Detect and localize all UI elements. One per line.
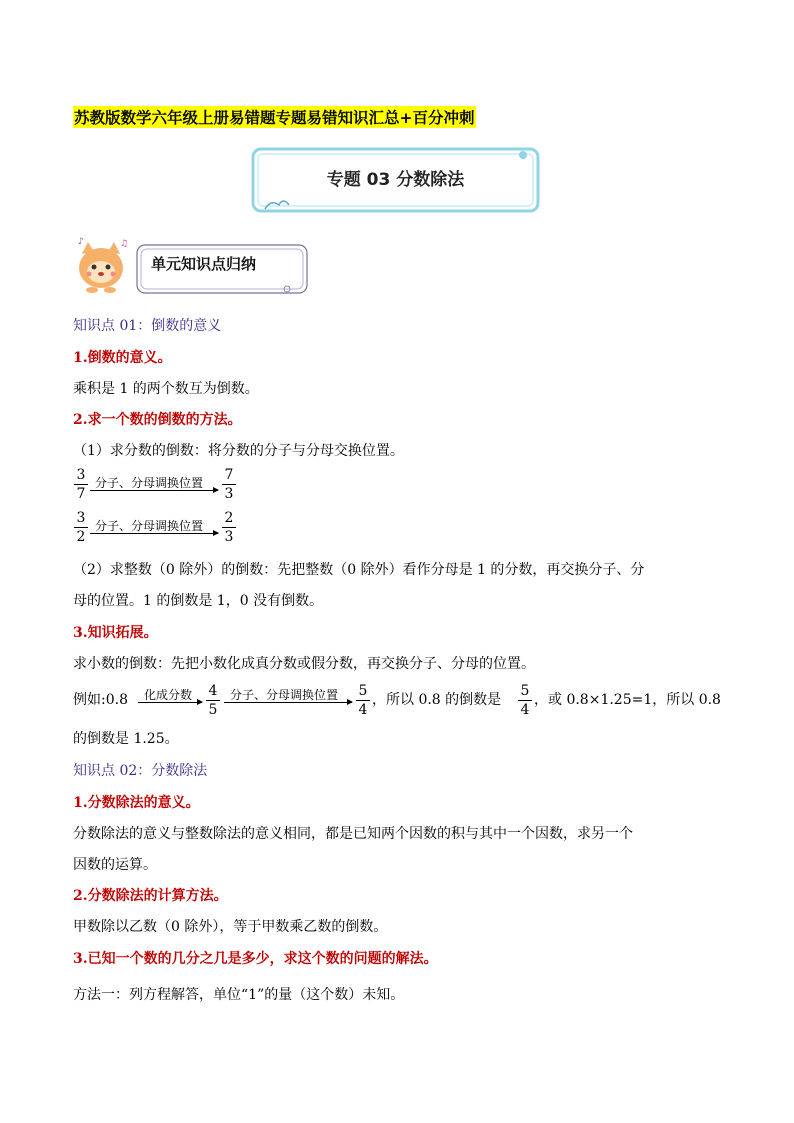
fraction-numerator: 4 bbox=[208, 683, 218, 699]
example3-line2: 的倒数是 1.25。 bbox=[73, 731, 179, 747]
fraction-bar bbox=[222, 484, 236, 485]
mascot-icon bbox=[70, 234, 132, 296]
fraction-bar bbox=[74, 484, 88, 485]
kp1-section2-item1: （1）求分数的倒数：将分数的分子与分母交换位置。 bbox=[73, 443, 404, 459]
kp1-section1-title: 1.倒数的意义。 bbox=[73, 350, 172, 366]
kp1-section2-title: 2.求一个数的倒数的方法。 bbox=[73, 412, 242, 428]
example3-middle-text: ，所以 0.8 的倒数是 bbox=[372, 692, 502, 708]
kp1-section2-item2-line2: 母的位置。1 的倒数是 1，0 没有倒数。 bbox=[73, 593, 324, 609]
kp1-heading: 知识点 01：倒数的意义 bbox=[73, 318, 222, 334]
kp1-section1-text: 乘积是 1 的两个数互为倒数。 bbox=[73, 381, 259, 397]
example1-arrow-label: 分子、分母调换位置 bbox=[95, 476, 204, 490]
fraction-denominator: 2 bbox=[76, 529, 86, 545]
fraction-bar bbox=[356, 700, 370, 701]
document-title: 苏教版数学六年级上册易错题专题易错知识汇总+百分冲刺 bbox=[73, 106, 476, 128]
example3-arrow2-label: 分子、分母调换位置 bbox=[230, 688, 339, 702]
example3-arrow1-label: 化成分数 bbox=[144, 688, 193, 702]
fraction-numerator: 5 bbox=[520, 683, 530, 699]
kp2-section2-title: 2.分数除法的计算方法。 bbox=[73, 888, 228, 904]
topic-banner bbox=[251, 147, 540, 213]
example1-result-fraction bbox=[222, 467, 236, 502]
fraction-bar bbox=[518, 700, 532, 701]
example2-result-fraction bbox=[222, 510, 236, 545]
fraction-numerator: 7 bbox=[224, 467, 234, 483]
kp2-section1-line1: 分数除法的意义与整数除法的意义相同，都是已知两个因数的积与其中一个因数，求另一个 bbox=[73, 826, 633, 842]
fraction-bar bbox=[74, 527, 88, 528]
kp2-section3-text: 方法一：列方程解答，单位“1”的量（这个数）未知。 bbox=[73, 987, 405, 1003]
example2-arrow-label: 分子、分母调换位置 bbox=[95, 519, 204, 533]
fraction-denominator: 7 bbox=[76, 486, 86, 502]
fraction-numerator: 5 bbox=[358, 683, 368, 699]
fraction-bar bbox=[206, 700, 220, 701]
kp2-heading: 知识点 02：分数除法 bbox=[73, 763, 208, 779]
fraction-numerator: 3 bbox=[76, 467, 86, 483]
fraction-numerator: 2 bbox=[224, 510, 234, 526]
fraction-denominator: 5 bbox=[208, 702, 218, 718]
example3-fraction1 bbox=[206, 683, 220, 718]
example3-arrow2 bbox=[224, 702, 352, 703]
example3-suffix: ，或 0.8×1.25=1，所以 0.8 bbox=[534, 692, 721, 708]
kp1-section3-text: 求小数的倒数：先把小数化成真分数或假分数，再交换分子、分母的位置。 bbox=[73, 656, 535, 672]
fraction-denominator: 3 bbox=[224, 529, 234, 545]
example2-arrow bbox=[90, 533, 218, 534]
example1-fraction bbox=[74, 467, 88, 502]
svg-text:♫: ♫ bbox=[120, 239, 129, 249]
unit-banner bbox=[135, 241, 311, 297]
topic-title: 专题 03 分数除法 bbox=[326, 170, 465, 190]
unit-title: 单元知识点归纳 bbox=[151, 255, 257, 273]
example2-fraction bbox=[74, 510, 88, 545]
svg-text:♪: ♪ bbox=[78, 237, 84, 247]
example3-fraction3 bbox=[518, 683, 532, 718]
kp2-section3-title: 3.已知一个数的几分之几是多少，求这个数的问题的解法。 bbox=[73, 951, 438, 967]
example3-arrow1 bbox=[138, 702, 202, 703]
kp2-section2-text: 甲数除以乙数（0 除外），等于甲数乘乙数的倒数。 bbox=[73, 919, 388, 935]
fraction-numerator: 3 bbox=[76, 510, 86, 526]
fraction-denominator: 3 bbox=[224, 486, 234, 502]
example1-arrow bbox=[90, 490, 218, 491]
example3-prefix: 例如:0.8 bbox=[73, 692, 128, 708]
fraction-bar bbox=[222, 527, 236, 528]
kp1-section3-title: 3.知识拓展。 bbox=[73, 625, 158, 641]
fraction-denominator: 4 bbox=[520, 702, 530, 718]
fraction-denominator: 4 bbox=[358, 702, 368, 718]
example3-fraction2 bbox=[356, 683, 370, 718]
kp2-section1-line2: 因数的运算。 bbox=[73, 857, 157, 873]
kp1-section2-item2-line1: （2）求整数（0 除外）的倒数：先把整数（0 除外）看作分母是 1 的分数，再交换分子、分 bbox=[73, 562, 645, 578]
kp2-section1-title: 1.分数除法的意义。 bbox=[73, 795, 200, 811]
